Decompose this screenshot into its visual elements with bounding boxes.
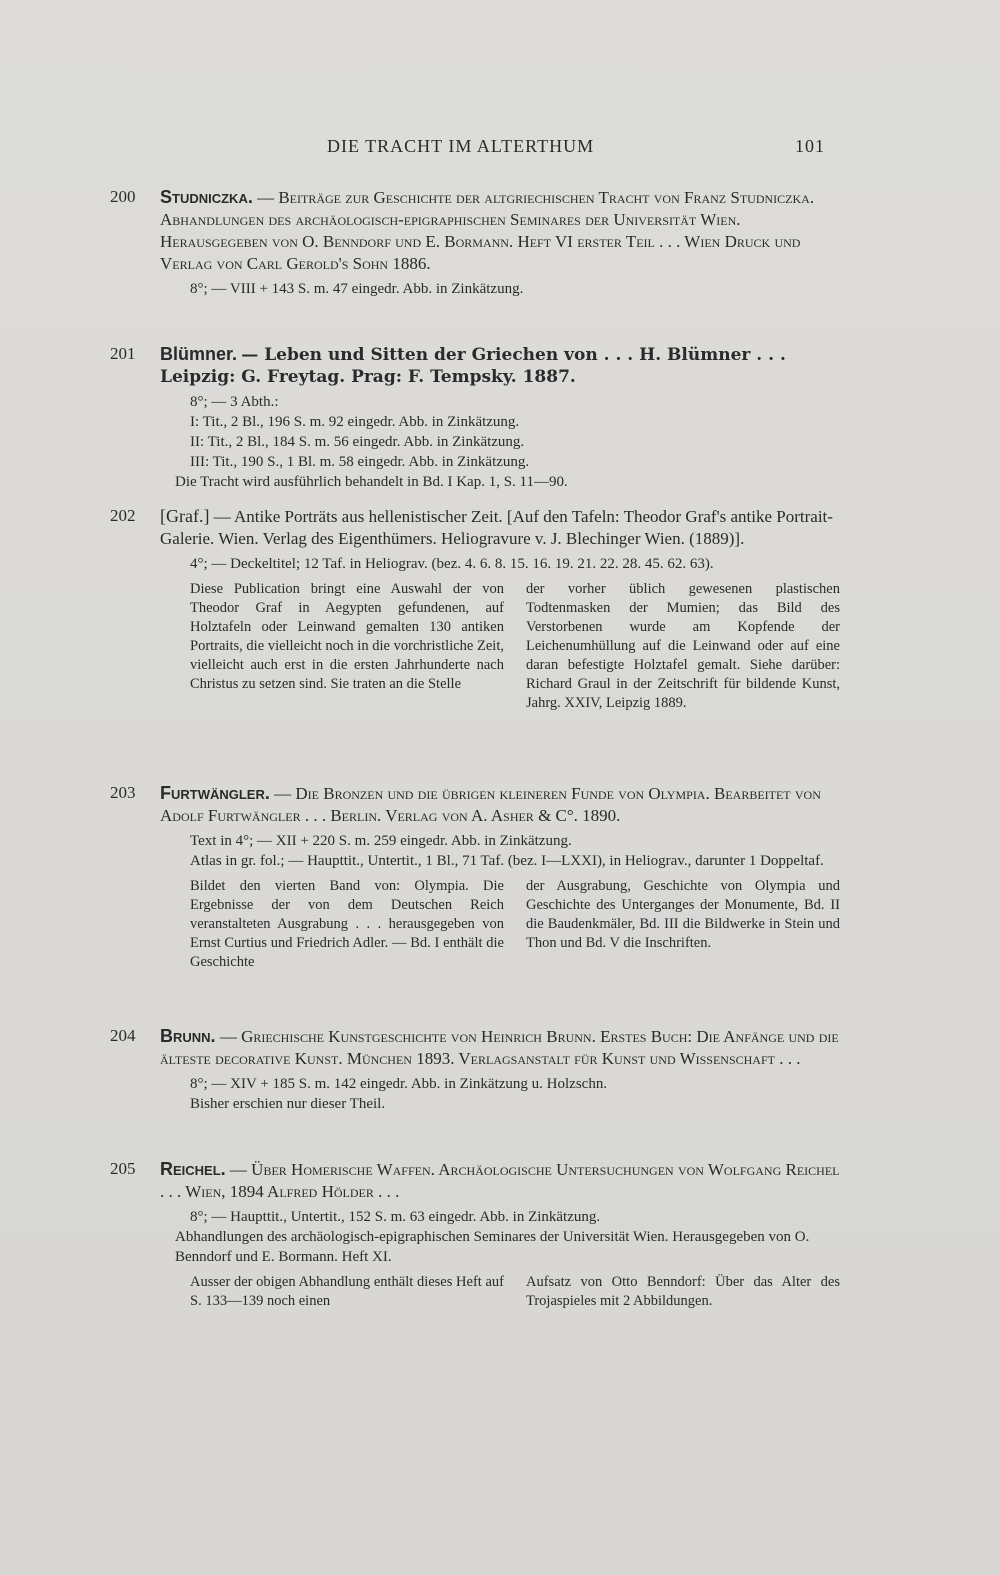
entry-title: — Beiträge zur Geschichte der altgriechischen Tracht von Franz Studniczka. Abhandlungen des archäologisch-epigraphischen Seminares der Universität Wien. Herausgegeben von O. Benndorf und E. Bormann. Heft VI erster Teil . . . Wien Druck und Verlag von Carl Gerold's Sohn 1886.	[160, 188, 815, 273]
bibliography-entry	[110, 505, 840, 713]
entry-author: Brunn.	[160, 1026, 216, 1046]
page-number: 101	[795, 136, 825, 156]
entry-number: 202	[110, 506, 136, 525]
entry-heading	[160, 1158, 840, 1203]
bibliography-entry	[110, 186, 840, 299]
entry-title: — Die Bronzen und die übrigen kleineren Funde von Olympia. Bearbeitet von Adolf Furtwängler . . . Berlin. Verlag von A. Asher & C°. 1890.	[160, 784, 821, 825]
entry-title: — Antike Porträts aus hellenistischer Zeit. [Auf den Tafeln: Theodor Graf's antike Portrait-Galerie. Wien. Verlag des Eigenthümers. Heliogravure v. J. Blechinger Wien. (1889)].	[160, 507, 833, 548]
entry-number: 204	[110, 1026, 136, 1045]
entry-note: II: Tit., 2 Bl., 184 S. m. 56 eingedr. Abb. in Zinkätzung.	[190, 434, 525, 450]
entry-note: 8°; — VIII + 143 S. m. 47 eingedr. Abb. in Zinkätzung.	[190, 281, 524, 297]
entry-title: — Griechische Kunstgeschichte von Heinrich Brunn. Erstes Buch: Die Anfänge und die älteste decorative Kunst. München 1893. Verlagsanstalt für Kunst und Wissenschaft . . .	[160, 1027, 839, 1068]
entry-heading	[160, 1025, 840, 1070]
entry-note: 8°; — 3 Abth.:	[190, 394, 279, 410]
entry-annotation	[190, 580, 840, 713]
entry-heading	[160, 782, 840, 827]
entry-number: 203	[110, 783, 136, 802]
entry-note: I: Tit., 2 Bl., 196 S. m. 92 eingedr. Abb. in Zinkätzung.	[190, 414, 520, 430]
entry-note: 8°; — Haupttit., Untertit., 152 S. m. 63 eingedr. Abb. in Zinkätzung.	[190, 1209, 601, 1225]
entry-note: 4°; — Deckeltitel; 12 Taf. in Heliograv. (bez. 4. 6. 8. 15. 16. 19. 21. 22. 28. 45. 62. 63).	[190, 556, 714, 572]
entry-note: III: Tit., 190 S., 1 Bl. m. 58 eingedr. Abb. in Zinkätzung.	[190, 454, 530, 470]
entry-annotation	[190, 1273, 840, 1311]
entry-heading	[160, 505, 840, 550]
annotation-left-column: Bildet den vierten Band von: Olympia. Die Ergebnisse der von dem Deutschen Reich veranstalteten Ausgrabung . . . herausgegeben von Ernst Curtius und Friedrich Adler. — Bd. I enthält die Geschichte	[190, 878, 504, 970]
entry-title: — Über Homerische Waffen. Archäologische Untersuchungen von Wolfgang Reichel . . . Wien, 1894 Alfred Hölder . . .	[160, 1160, 840, 1201]
entry-author: Reichel.	[160, 1159, 226, 1179]
entry-author: Studniczka.	[160, 187, 253, 207]
annotation-left-column: Diese Publication bringt eine Auswahl der von Theodor Graf in Aegypten gefundenen, auf Holztafeln oder Leinwand gemalten 130 antiken Portraits, die vielleicht noch in die vorchristliche Zeit, vielleicht auch erst in die ersten Jahrhunderte nach Christus zu setzen sind. Sie traten an die Stelle	[190, 581, 504, 692]
annotation-left-column: Ausser der obigen Abhandlung enthält dieses Heft auf S. 133—139 noch einen	[190, 1274, 504, 1309]
entry-number: 205	[110, 1159, 136, 1178]
entry-number: 201	[110, 344, 136, 363]
entry-note: Text in 4°; — XII + 220 S. m. 259 eingedr. Abb. in Zinkätzung.	[190, 833, 572, 849]
annotation-right-column: Aufsatz von Otto Benndorf: Über das Alter des Trojaspieles mit 2 Abbildungen.	[526, 1274, 840, 1309]
entry-author: Blümner.	[160, 344, 238, 364]
bibliography-entry	[110, 343, 840, 492]
entry-annotation	[190, 877, 840, 972]
entry-author: [Graf.]	[160, 506, 210, 526]
annotation-right-column: der Ausgrabung, Geschichte von Olympia und Geschichte des Unterganges der Monumente, Bd. II die Baudenkmäler, Bd. III die Bildwerke in Stein und Thon und Bd. V die Inschriften.	[526, 878, 840, 951]
entry-note: Atlas in gr. fol.; — Haupttit., Untertit., 1 Bl., 71 Taf. (bez. I—LXXI), in Heliograv., darunter 1 Doppeltaf.	[190, 853, 824, 869]
entry-heading	[160, 343, 840, 388]
entry-note: 8°; — XIV + 185 S. m. 142 eingedr. Abb. in Zinkätzung u. Holzschn.	[190, 1076, 608, 1092]
annotation-right-column: der vorher üblich gewesenen plastischen Todtenmasken der Mumien; das Bild des Verstorbenen wurde am Kopfende der Leichenumhüllung auf die Leinwand oder auf eine daran befestigte Holztafel gemalt. Siehe darüber: Richard Graul in der Zeitschrift für bildende Kunst, Jahrg. XXIV, Leipzig 1889.	[526, 581, 840, 711]
running-head-title: DIE TRACHT IM ALTERTHUM	[327, 136, 595, 156]
entry-note: Die Tracht wird ausführlich behandelt in Bd. I Kap. 1, S. 11—90.	[175, 474, 568, 490]
bibliography-entry	[110, 782, 840, 972]
entry-number: 200	[110, 187, 136, 206]
entry-heading	[160, 186, 840, 275]
bibliography-entry	[110, 1025, 840, 1114]
entry-note: Abhandlungen des archäologisch-epigraphischen Seminares der Universität Wien. Herausgegeben von O. Benndorf und E. Bormann. Heft XI.	[175, 1229, 810, 1265]
entry-title: — Leben und Sitten der Griechen von . . . H. Blümner . . . Leipzig: G. Freytag. Prag: F. Tempsky. 1887.	[160, 345, 786, 387]
bibliography-entry	[110, 1158, 840, 1311]
entry-note: Bisher erschien nur dieser Theil.	[190, 1096, 386, 1112]
entry-author: Furtwängler.	[160, 783, 270, 803]
